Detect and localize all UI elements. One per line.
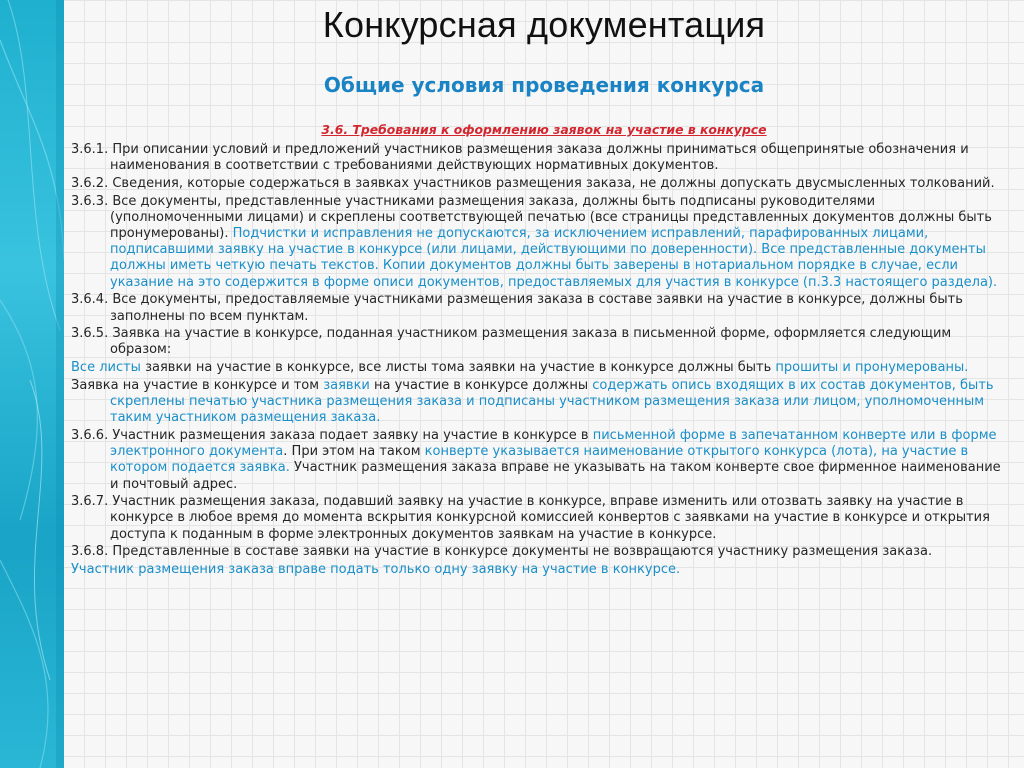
paragraph-3-6-4 [71, 292, 1011, 324]
paragraph-text: заявки на участие в конкурсе, все листы тома заявки на участие в конкурсе должны быть [140, 360, 776, 376]
paragraph-highlight: Участник размещения заказа вправе подать только одну заявку на участие в конкурсе. [71, 562, 681, 578]
wave-pattern-graphic [0, 0, 64, 768]
slide-subtitle: Общие условия проведения конкурса [323, 73, 765, 97]
paragraph-text: 3.6.1. При описании условий и предложений участников размещения заказа должны приниматься общепринятые обозначения и наименования в соответствии с требованиями действующих нормативных документов. [71, 142, 969, 174]
paragraph-text: 3.6.8. Представленные в составе заявки на участие в конкурсе документы не возвращаются участнику размещения заказа. [71, 544, 933, 560]
paragraph-text: 3.6.5. Заявка на участие в конкурсе, поданная участником размещения заказа в письменной форме, оформляется следующим образом: [71, 326, 952, 358]
slide-title: Конкурсная документация [322, 4, 766, 45]
paragraph-highlight: Все листы [71, 360, 141, 376]
paragraph-3-6-7 [71, 494, 1011, 543]
decorative-side-band [0, 0, 64, 768]
section-heading: 3.6. Требования к оформлению заявок на участие в конкурсе [321, 122, 767, 137]
paragraph-text: на участие в конкурсе должны [369, 377, 593, 393]
paragraph-text: 3.6.2. Сведения, которые содержаться в заявках участников размещения заказа, не должны допускать двусмысленных толкований. [71, 175, 995, 191]
paragraph-text: 3.6.3. Все документы, представленные участниками размещения заказа, должны быть подписаны руководителями (уполномоченными лицами) и скреплены соответствующей печатью (все страницы представленных документов должны быть пронумерованы). [71, 193, 992, 242]
paragraph-highlight: конверте указывается наименование открытого конкурса (лота), на участие в котором подается заявка. [110, 444, 969, 476]
paragraph-3-6-6 [71, 428, 1011, 493]
paragraph-highlight: письменной форме в запечатанном конверте или в форме электронного документа [110, 427, 997, 460]
paragraph-3-6-3 [71, 194, 1011, 291]
paragraph-text: 3.6.6. Участник размещения заказа подает заявку на участие в конкурсе в [71, 427, 593, 443]
paragraph-text: Заявка на участие в конкурсе и том [71, 377, 324, 393]
paragraph-highlight: заявки [323, 377, 370, 393]
paragraph-one-application [71, 562, 1011, 578]
paragraph-text: . При этом на таком [283, 444, 425, 460]
paragraph-3-6-5 [71, 326, 1011, 358]
paragraph-highlight: содержать опись входящих в их состав документов, быть скреплены печатью участника размещения заказа и подписаны участником размещения заказа или лицом, уполномоченным таким участником размещения заказа. [110, 377, 994, 426]
paragraph-all-sheets [71, 360, 1011, 376]
paragraph-3-6-8 [71, 544, 1011, 560]
paragraph-3-6-2 [71, 176, 1011, 192]
document-body [71, 142, 1011, 580]
paragraph-text: 3.6.7. Участник размещения заказа, подавший заявку на участие в конкурсе, вправе изменить или отозвать заявку на участие в конкурсе в любое время до момента вскрытия конкурсной комиссией конвертов с заявками на участие в конкурсе и открытия доступа к поданным в форме электронных документов заявкам на участие в конкурсе. [71, 494, 990, 542]
paragraph-3-6-1 [71, 142, 1011, 174]
paragraph-text: Участник размещения заказа вправе не указывать на таком конверте свое фирменное наименование и почтовый адрес. [110, 460, 1001, 492]
paragraph-highlight: Подчистки и исправления не допускаются, за исключением исправлений, парафированных лицами, подписавшими заявку на участие в конкурсе (или лицами, действующими по доверенности). Все представленные документы должны иметь четкую печать текстов. Копии документов должны быть заверены в нотариальном порядке в случае, если указание на это содержится в форме описи документов, предоставляемых для участия в конкурсе (п.3.3 настоящего раздела). [110, 226, 998, 290]
paragraph-application-volume [71, 378, 1011, 427]
paragraph-highlight: прошиты и пронумерованы. [775, 360, 969, 376]
paragraph-text: 3.6.4. Все документы, предоставляемые участниками размещения заказа в составе заявки на участие в конкурсе, должны быть заполнены по всем пунктам. [71, 292, 963, 324]
